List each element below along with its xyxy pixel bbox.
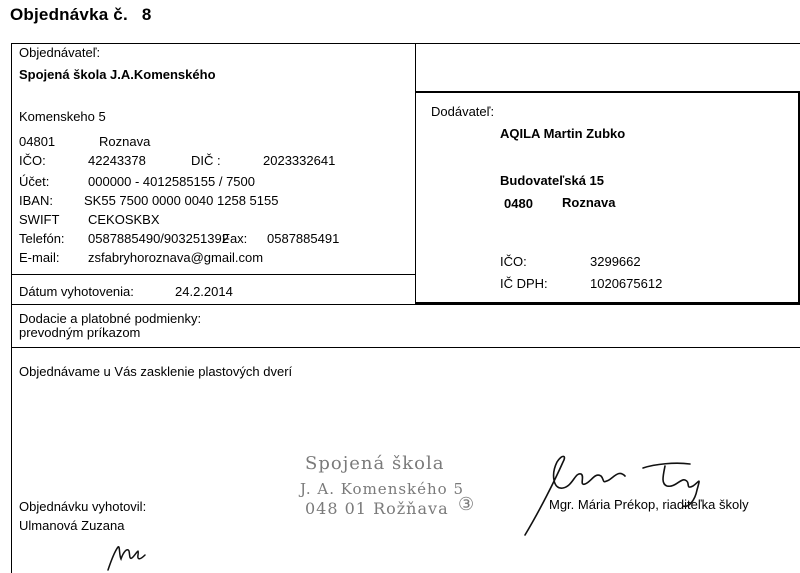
supplier-ico: 3299662: [590, 254, 641, 269]
terms-value: prevodným príkazom: [19, 325, 141, 340]
school-stamp-line1: Spojená škola: [305, 453, 445, 474]
buyer-street: Komenskeho 5: [19, 109, 106, 124]
buyer-name: Spojená škola J.A.Komenského: [19, 67, 216, 82]
buyer-phone-label: Telefón:: [19, 231, 65, 246]
buyer-phone: 0587885490/903251392: [88, 231, 229, 246]
supplier-name: AQILA Martin Zubko: [500, 126, 626, 141]
supplier-icdph-label: IČ DPH:: [500, 276, 548, 291]
director-signature: [515, 450, 715, 540]
buyer-iban-label: IBAN:: [19, 193, 53, 208]
supplier-ico-label: IČO:: [500, 254, 527, 269]
buyer-account-label: Účet:: [19, 174, 50, 189]
buyer-swift: CEKOSKBX: [88, 212, 160, 227]
date-row-top-border: [11, 274, 415, 275]
buyer-email-label: E-mail:: [19, 250, 60, 265]
supplier-zip: 0480: [504, 196, 533, 211]
buyer-dic: 2023332641: [263, 153, 336, 168]
supplier-label: Dodávateľ:: [431, 104, 495, 119]
supplier-icdph: 1020675612: [590, 276, 663, 291]
order-title-label: Objednávka č.: [10, 5, 128, 24]
school-stamp-mark: ③: [458, 494, 476, 515]
supplier-street: Budovateľská 15: [500, 173, 604, 188]
buyer-iban: SK55 7500 0000 0040 1258 5155: [84, 193, 279, 208]
buyer-ico-label: IČO:: [19, 153, 46, 168]
buyer-right-border: [415, 43, 416, 304]
order-number: 8: [141, 5, 152, 24]
buyer-ico: 42243378: [88, 153, 146, 168]
buyer-fax: 0587885491: [267, 231, 340, 246]
buyer-zip: 04801: [19, 134, 56, 149]
issuer-signature: [105, 543, 165, 573]
buyer-fax-label: Fax:: [222, 231, 248, 246]
date-label: Dátum vyhotovenia:: [19, 284, 134, 299]
buyer-email: zsfabryhoroznava@gmail.com: [88, 250, 264, 265]
buyer-city: Roznava: [99, 134, 151, 149]
buyer-dic-label: DIČ :: [191, 153, 221, 168]
buyer-swift-label: SWIFT: [19, 212, 60, 227]
director-name: Mgr. Mária Prékop, riaditeľka školy: [549, 497, 749, 512]
school-stamp-line2: J. A. Komenského 5: [300, 480, 465, 498]
issuer-label: Objednávku vyhotovil:: [19, 499, 147, 514]
buyer-label: Objednávateľ:: [19, 45, 101, 60]
order-body-text: Objednávame u Vás zasklenie plastových dverí: [19, 364, 293, 379]
buyer-account: 000000 - 4012585155 / 7500: [88, 174, 255, 189]
top-right-divider: [415, 91, 800, 93]
order-title: [10, 5, 152, 25]
supplier-city: Roznava: [562, 195, 616, 210]
issuer-name: Ulmanová Zuzana: [19, 518, 125, 533]
date-value: 24.2.2014: [175, 284, 233, 299]
terms-label: Dodacie a platobné podmienky:: [19, 311, 202, 326]
date-row-bottom-border: [11, 304, 800, 305]
terms-bottom-border: [11, 347, 800, 348]
school-stamp-line3: 048 01 Rožňava: [305, 499, 449, 518]
